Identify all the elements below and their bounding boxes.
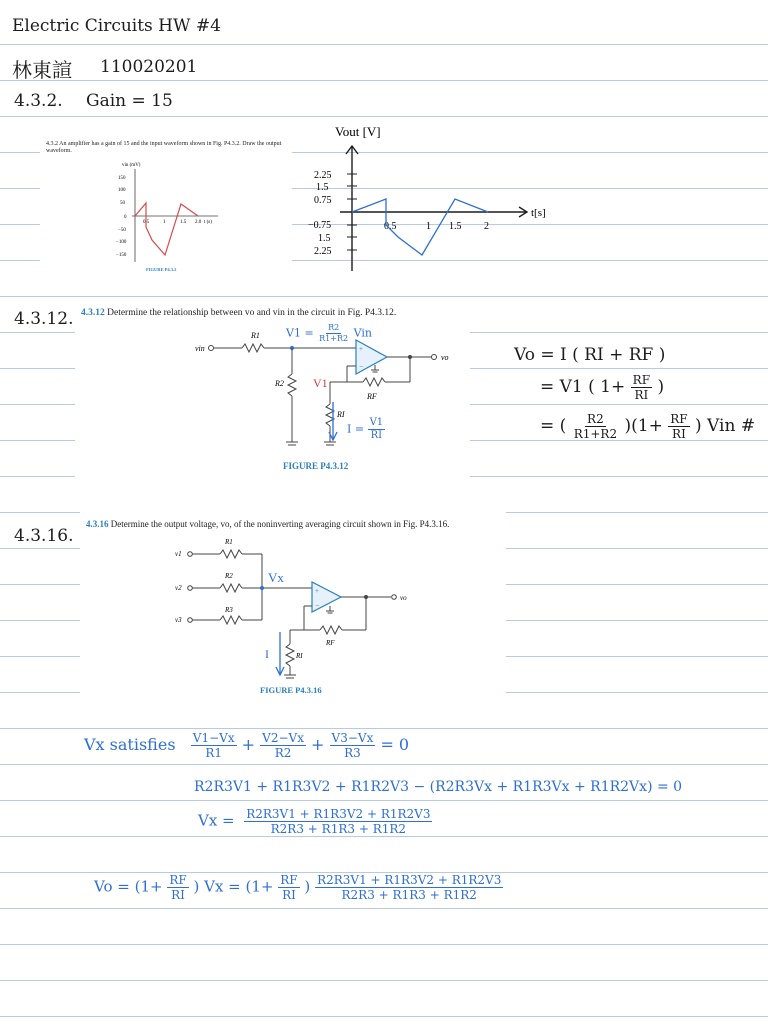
svg-text:−: − xyxy=(315,601,320,610)
vx-node-label: Vx xyxy=(268,570,284,585)
vo-label: vo xyxy=(400,594,407,602)
v1-node-label: V1 xyxy=(313,376,328,390)
vout-y-tick: 1.5 xyxy=(318,233,331,244)
vout-y-tick: −0.75 xyxy=(308,220,332,231)
input-x-tick: 2.0 xyxy=(195,220,202,225)
input-y-tick: 150 xyxy=(118,176,126,181)
vout-x-tick: 1.5 xyxy=(449,221,462,232)
r2-label: R2 xyxy=(275,379,284,388)
problem-label-4-3-16: 4.3.16. xyxy=(14,526,74,546)
output-waveform-line xyxy=(352,199,488,255)
problem-statement: Determine the output voltage, vo, of the noninverting averaging circuit shown in Fig. P4.3.16. xyxy=(110,519,450,529)
solution-line-1: Vo = I ( RI + RF ) xyxy=(514,345,666,365)
current-annotation: I = $\frac{V1}{RI}$ xyxy=(347,417,384,441)
r1-label: R1 xyxy=(225,538,233,546)
textbook-excerpt-4-3-16 xyxy=(80,512,506,698)
svg-text:+: + xyxy=(315,587,319,595)
v1-divider-annotation: V1 = $\frac{R2}{R1+R2}$ Vin xyxy=(286,323,372,343)
vout-x-tick: 1 xyxy=(426,221,431,232)
input-y-label: vin (mV) xyxy=(122,163,141,168)
r2-label: R2 xyxy=(225,572,233,580)
textbook-excerpt-4-3-12 xyxy=(75,302,470,480)
vout-y-tick: 1.5 xyxy=(316,182,329,193)
vo-solution: Vo = (1+ $\frac{RF}{RI}$ ) Vx = (1+ $\frac{RF}{RI}$ ) $\frac{R2R3V1 + R1R3V2 + R1R2V3}{R2R3 + R1R3 + R1R2}$ xyxy=(94,873,502,902)
figure-caption: FIGURE P4.3.12 xyxy=(283,461,349,471)
rf-label: RF xyxy=(367,392,377,401)
vo-label: vo xyxy=(441,353,449,362)
input-x-unit: t (s) xyxy=(204,220,212,225)
input-x-tick: 1 xyxy=(163,220,166,225)
vx-solution: Vx = $\frac{R2R3V1 + R1R3V2 + R1R2V3}{R2R3 + R1R3 + R1R2}$ xyxy=(198,807,431,836)
statement-number: 4.3.12 xyxy=(81,308,105,318)
input-x-tick: 0.5 xyxy=(143,220,150,225)
student-id: 110020201 xyxy=(100,57,198,77)
problem-label-4-3-12: 4.3.12. xyxy=(14,309,74,329)
figure-caption: FIGURE P4.3.16 xyxy=(260,685,322,695)
vout-x-tick: 0.5 xyxy=(384,221,397,232)
vout-x-tick: 2 xyxy=(484,221,489,232)
time-axis-label: t[s] xyxy=(531,207,546,219)
solution-line-3: = ( $\frac{R2}{R1+R2}$ )(1+ $\frac{RF}{RI}$ ) Vin # xyxy=(540,412,756,441)
vin-label: vin xyxy=(195,344,205,353)
v1-source-label: v1 xyxy=(175,550,182,558)
kcl-equation: Vx satisfies $\frac{V1-Vx}{R1}$ + $\frac{V2-Vx}{R2}$ + $\frac{V3-Vx}{R3}$ = 0 xyxy=(84,731,410,760)
vout-y-tick: 0.75 xyxy=(314,195,332,206)
input-y-tick: −50 xyxy=(118,228,126,233)
rf-label: RF xyxy=(326,639,335,647)
circuit-p4-3-12 xyxy=(75,302,470,480)
input-x-tick: 1.5 xyxy=(180,220,187,225)
homework-title: Electric Circuits HW #4 xyxy=(12,16,221,36)
problem-label-4-3-2: 4.3.2. xyxy=(14,91,63,111)
vout-y-tick: 2.25 xyxy=(314,170,332,181)
ri-label: RI xyxy=(337,410,345,419)
r1-label: R1 xyxy=(251,331,260,340)
input-y-tick: 50 xyxy=(120,201,125,206)
input-y-tick: −100 xyxy=(116,240,127,245)
vout-axis-label: Vout [V] xyxy=(335,124,381,139)
output-waveform-sketch xyxy=(305,121,555,271)
v3-source-label: v3 xyxy=(175,616,182,624)
problem-statement: 4.3.2 An amplifier has a gain of 15 and the input waveform shown in Fig. P4.3.2. Draw the output waveform. xyxy=(46,141,282,154)
circuit-p4-3-16 xyxy=(80,512,506,698)
input-waveform-chart xyxy=(40,137,292,280)
input-y-tick: 100 xyxy=(118,188,126,193)
r3-label: R3 xyxy=(225,606,233,614)
problem-statement: Determine the relationship between vo and vin in the circuit in Fig. P4.3.12. xyxy=(107,308,397,318)
current-label: I xyxy=(265,647,269,661)
student-name: 林東諠 xyxy=(12,58,72,82)
svg-text:+: + xyxy=(359,345,363,353)
figure-caption: FIGURE P4.3.2 xyxy=(146,267,177,272)
gain-note: Gain = 15 xyxy=(86,91,173,111)
input-waveform-line xyxy=(135,203,198,255)
ri-label: RI xyxy=(296,652,303,660)
v2-source-label: v2 xyxy=(175,584,182,592)
statement-number: 4.3.16 xyxy=(86,519,109,529)
solution-line-2: = V1 ( 1+ $\frac{RF}{RI}$ ) xyxy=(540,373,665,402)
svg-text:−: − xyxy=(359,362,364,371)
textbook-excerpt-4-3-2 xyxy=(40,137,292,280)
vout-y-tick: 2.25 xyxy=(314,246,332,257)
input-y-tick: 0 xyxy=(124,215,127,220)
expanded-equation: R2R3V1 + R1R3V2 + R1R2V3 − (R2R3Vx + R1R3Vx + R1R2Vx) = 0 xyxy=(194,779,683,795)
input-y-tick: −150 xyxy=(116,253,127,258)
